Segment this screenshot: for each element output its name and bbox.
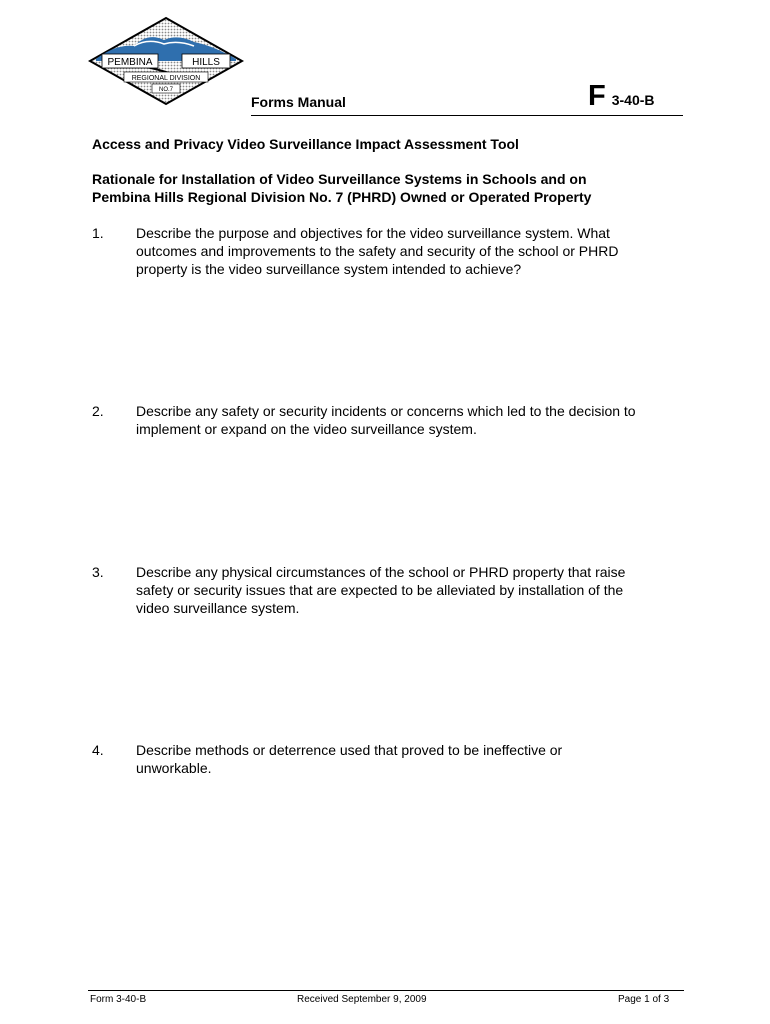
question-text	[136, 741, 688, 777]
logo-text-number: NO.7	[158, 87, 174, 93]
logo-text-pembina: PEMBINA	[107, 57, 153, 68]
footer-received-date: Received September 9, 2009	[297, 994, 427, 1005]
subtitle-line: Rationale for Installation of Video Surveillance Systems in Schools and on	[92, 171, 587, 187]
form-code	[588, 80, 655, 113]
footer-divider	[88, 990, 684, 991]
question-text	[136, 224, 688, 278]
question-line: Describe any physical circumstances of the school or PHRD property that raise	[136, 564, 626, 580]
question-2	[92, 402, 692, 438]
question-line: safety or security issues that are expected to be alleviated by installation of the	[136, 582, 624, 598]
question-line: unworkable.	[136, 760, 212, 776]
question-line: Describe any safety or security incidents or concerns which led to the decision to	[136, 403, 636, 419]
question-number: 1.	[92, 225, 104, 241]
question-number: 2.	[92, 403, 104, 419]
question-text	[136, 563, 688, 617]
logo-text-hills: HILLS	[192, 57, 220, 68]
question-line: Describe methods or deterrence used that proved to be ineffective or	[136, 742, 563, 758]
form-number: 3-40-B	[611, 92, 655, 108]
document-subtitle	[92, 170, 692, 206]
footer-page-number: Page 1 of 3	[618, 994, 670, 1005]
question-number: 4.	[92, 742, 104, 758]
document-title: Access and Privacy Video Surveillance Impact Assessment Tool	[92, 136, 519, 152]
footer-form-number: Form 3-40-B	[90, 994, 147, 1005]
question-line: property is the video surveillance system intended to achieve?	[136, 261, 522, 277]
question-number: 3.	[92, 564, 104, 580]
question-line: implement or expand on the video surveillance system.	[136, 421, 477, 437]
question-line: video surveillance system.	[136, 600, 300, 616]
pembina-hills-logo	[86, 16, 246, 106]
question-text	[136, 402, 688, 438]
question-line: outcomes and improvements to the safety and security of the school or PHRD	[136, 243, 619, 259]
question-line: Describe the purpose and objectives for the video surveillance system. What	[136, 225, 610, 241]
question-3	[92, 563, 692, 617]
forms-manual-label: Forms Manual	[251, 94, 346, 110]
form-letter: F	[588, 80, 606, 112]
question-4	[92, 741, 692, 777]
question-1	[92, 224, 692, 278]
logo-text-regional-division: REGIONAL DIVISION	[131, 75, 201, 82]
header-divider	[251, 115, 683, 116]
subtitle-line: Pembina Hills Regional Division No. 7 (PHRD) Owned or Operated Property	[92, 189, 592, 205]
